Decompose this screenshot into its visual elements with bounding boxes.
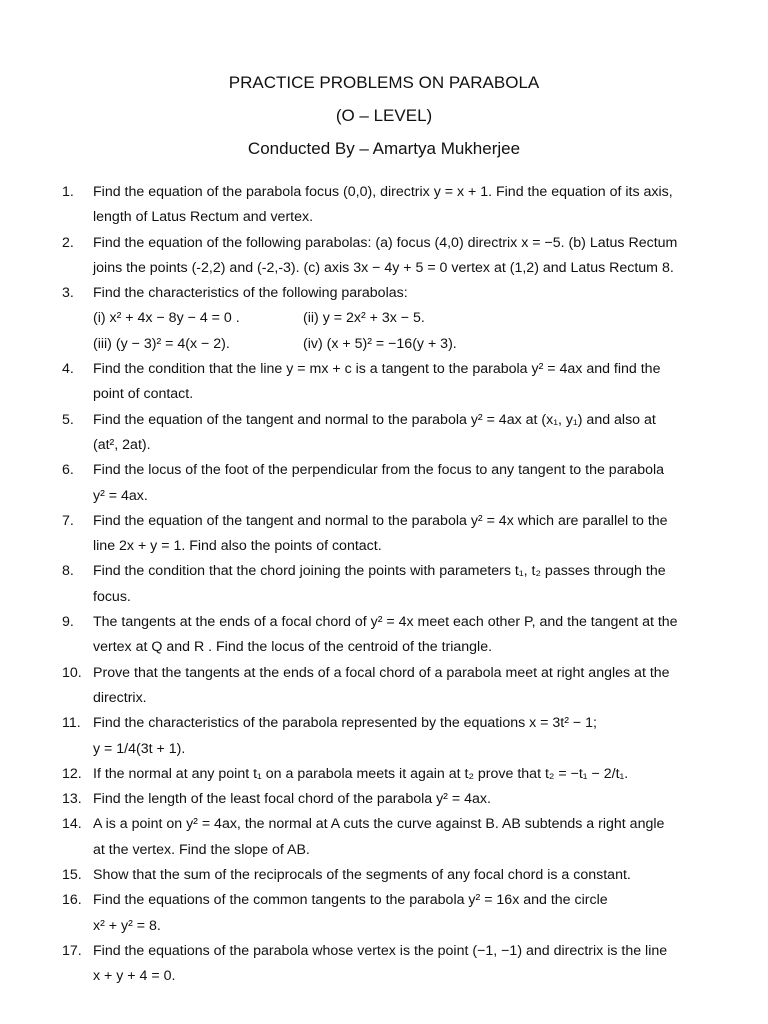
header — [0, 66, 768, 165]
subpart: (i) x² + 4x − 8y − 4 = 0 . — [93, 310, 240, 327]
problem-list — [62, 180, 742, 990]
problem-number: 7. — [62, 512, 74, 529]
subpart-row — [93, 332, 742, 357]
problem-item — [62, 787, 742, 812]
conducted-by: Conducted By – Amartya Mukherjee — [247, 139, 521, 158]
problem-number: 4. — [62, 361, 74, 378]
subpart: (iii) (y − 3)² = 4(x − 2). — [93, 335, 230, 352]
problem-text-line: Prove that the tangents at the ends of a focal chord of a parabola meet at right angles at the — [93, 664, 670, 681]
problem-text-line: If the normal at any point t₁ on a parabola meets it again at t₂ prove that t₂ = −t₁ − 2/t₁. — [93, 765, 629, 782]
problem-item — [62, 762, 742, 787]
problem-text-line: y = 1/4(3t + 1). — [93, 740, 186, 757]
problem-item — [62, 509, 742, 560]
problem-text-line: Find the equation of the tangent and normal to the parabola y² = 4x which are parallel to the — [93, 512, 668, 529]
problem-text-line: Find the equations of the parabola whose vertex is the point (−1, −1) and directrix is the line — [93, 942, 668, 959]
problem-item — [62, 711, 742, 762]
problem-text-line: Find the length of the least focal chord of the parabola y² = 4ax. — [93, 791, 491, 808]
problem-text-line: (at², 2at). — [93, 436, 151, 453]
problem-item — [62, 888, 742, 939]
problem-number: 2. — [62, 234, 74, 251]
problem-text-line: Find the equations of the common tangents to the parabola y² = 16x and the circle — [93, 892, 608, 909]
problem-text-line: point of contact. — [93, 386, 194, 403]
problem-item — [62, 357, 742, 408]
problem-text-line: directrix. — [93, 689, 147, 706]
problem-item — [62, 812, 742, 863]
problem-item — [62, 458, 742, 509]
problem-text-line: x + y + 4 = 0. — [93, 968, 176, 985]
problem-number: 3. — [62, 285, 74, 302]
problem-text-line: at the vertex. Find the slope of AB. — [93, 841, 310, 858]
problem-text-line: joins the points (-2,2) and (-2,-3). (c) axis 3x − 4y + 5 = 0 vertex at (1,2) and Latus Rectum 8. — [93, 259, 674, 276]
problem-text-line: length of Latus Rectum and vertex. — [93, 209, 314, 226]
problem-text-line: Find the condition that the line y = mx + c is a tangent to the parabola y² = 4ax and find the — [93, 361, 661, 378]
problem-number: 9. — [62, 614, 74, 631]
problem-text-line: Find the equation of the following parabolas: (a) focus (4,0) directrix x = −5. (b) Latus Rectum — [93, 234, 678, 251]
problem-number: 5. — [62, 411, 74, 428]
problem-number: 6. — [62, 462, 74, 479]
subpart: (iv) (x + 5)² = −16(y + 3). — [303, 335, 457, 352]
problem-number: 11. — [62, 715, 81, 732]
problem-item — [62, 939, 742, 990]
problem-item — [62, 559, 742, 610]
problem-text-line: The tangents at the ends of a focal chord of y² = 4x meet each other P, and the tangent at the — [93, 614, 678, 631]
problem-text-line: Find the characteristics of the parabola represented by the equations x = 3t² − 1; — [93, 715, 597, 732]
problem-number: 12. — [62, 765, 82, 782]
problem-item — [62, 408, 742, 459]
problem-item — [62, 180, 742, 231]
subpart: (ii) y = 2x² + 3x − 5. — [303, 310, 425, 327]
problem-number: 14. — [62, 816, 82, 833]
problem-text-line: y² = 4ax. — [93, 487, 148, 504]
subpart-row — [93, 306, 742, 331]
problem-number: 17. — [62, 942, 82, 959]
problem-text-line: Find the characteristics of the following parabolas: — [93, 285, 408, 302]
problem-text-line: A is a point on y² = 4ax, the normal at A cuts the curve against B. AB subtends a right angle — [93, 816, 665, 833]
problem-text-line: Find the locus of the foot of the perpendicular from the focus to any tangent to the parabola — [93, 462, 665, 479]
problem-text-line: Find the equation of the parabola focus (0,0), directrix y = x + 1. Find the equation of its axis, — [93, 184, 673, 200]
problem-item — [62, 231, 742, 282]
problem-number: 15. — [62, 867, 82, 884]
problem-number: 13. — [62, 791, 82, 808]
problem-number: 10. — [62, 664, 82, 681]
problem-text-line: line 2x + y = 1. Find also the points of contact. — [93, 538, 382, 555]
problem-text-line: Find the equation of the tangent and normal to the parabola y² = 4ax at (x₁, y₁) and also at — [93, 411, 656, 428]
page-title: PRACTICE PROBLEMS ON PARABOLA — [228, 73, 540, 92]
problem-number: 8. — [62, 563, 74, 580]
problem-item — [62, 610, 742, 661]
problem-text-line: x² + y² = 8. — [93, 917, 161, 934]
level-subtitle: (O – LEVEL) — [335, 106, 433, 125]
problem-text-line: vertex at Q and R . Find the locus of the centroid of the triangle. — [93, 639, 493, 656]
problem-item — [62, 281, 742, 357]
problem-number: 1. — [62, 184, 74, 200]
problem-text-line: Show that the sum of the reciprocals of the segments of any focal chord is a constant. — [93, 867, 631, 884]
problem-number: 16. — [62, 892, 82, 909]
problem-item — [62, 863, 742, 888]
problem-text-line: Find the condition that the chord joining the points with parameters t₁, t₂ passes through the — [93, 563, 666, 580]
problem-text-line: focus. — [93, 588, 131, 605]
problem-item — [62, 661, 742, 712]
